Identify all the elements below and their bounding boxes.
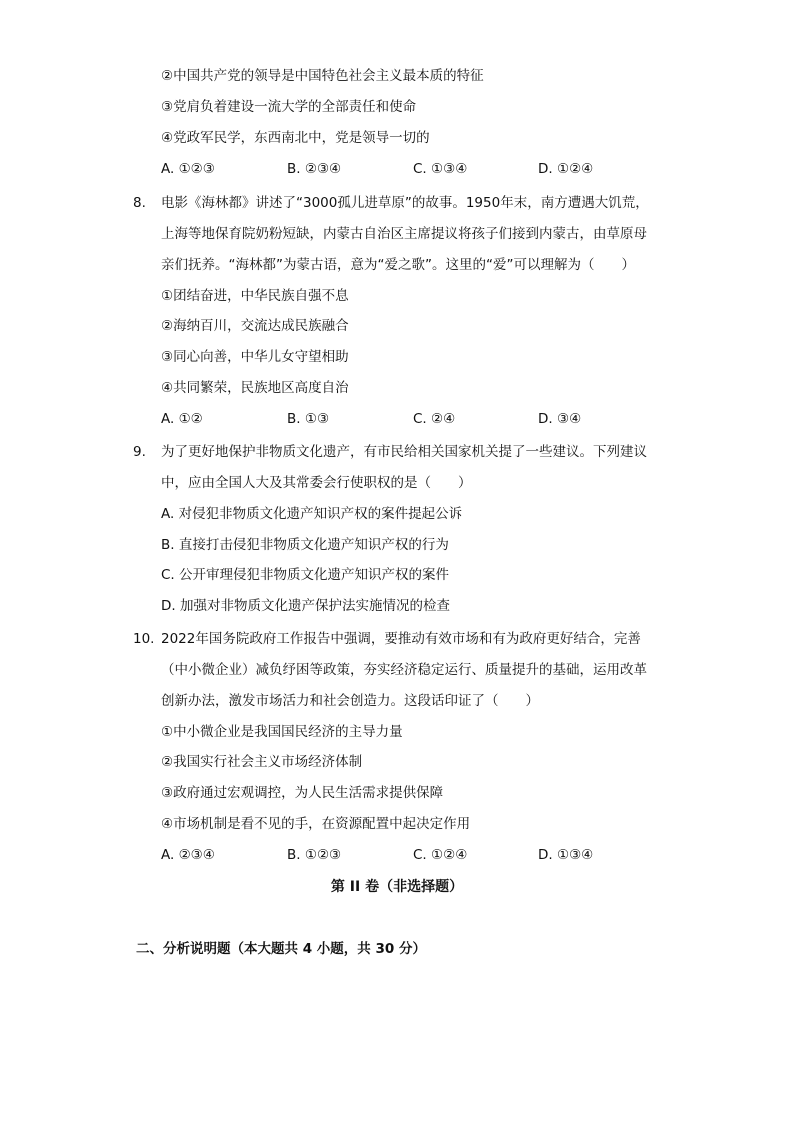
q8-item-1: ①团结奋进，中华民族自强不息 [161,288,349,304]
q8-number: 8. [133,195,146,211]
q9-option-d: D. 加强对非物质文化遗产保护法实施情况的检查 [161,598,450,614]
q10-stem-line-2: （中小微企业）减负纾困等政策，夯实经济稳定运行、质量提升的基础，运用改革 [161,662,647,678]
q8-stem-line-2: 上海等地保育院奶粉短缺，内蒙古自治区主席提议将孩子们接到内蒙古，由草原母 [161,226,647,242]
q9-option-c: C. 公开审理侵犯非物质文化遗产知识产权的案件 [161,567,450,583]
q8-stem-line-1: 电影《海林都》讲述了“3000孤儿进草原”的故事。1950年末，南方遭遇大饥荒， [161,195,649,211]
q8-stem-line-3: 亲们抚养。“海林都”为蒙古语，意为“爱之歌”。这里的“爱”可以理解为（ ） [161,257,635,273]
q8-option-c: C. ②④ [413,411,456,427]
q9-stem-line-2: 中，应由全国人大及其常委会行使职权的是（ ） [161,475,472,491]
q9-stem-line-1: 为了更好地保护非物质文化遗产，有市民给相关国家机关提了一些建议。下列建议 [161,444,647,460]
q10-item-1: ①中小微企业是我国国民经济的主导力量 [161,724,403,740]
q10-stem-line-3: 创新办法，激发市场活力和社会创造力。这段话印证了（ ） [161,693,539,709]
q7-option-c: C. ①③④ [413,161,468,177]
q10-options [161,845,681,865]
q7-item-4: ④党政军民学，东西南北中，党是领导一切的 [161,130,430,146]
q9-number: 9. [133,444,146,460]
q10-item-4: ④市场机制是看不见的手，在资源配置中起决定作用 [161,816,471,832]
q9-option-a: A. 对侵犯非物质文化遗产知识产权的案件提起公诉 [161,506,463,522]
q10-option-c: C. ①②④ [413,847,468,863]
q8-option-b: B. ①③ [287,411,330,427]
q9-option-b: B. 直接打击侵犯非物质文化遗产知识产权的行为 [161,537,449,553]
section-2-title: 第 II 卷（非选择题） [330,879,464,895]
q10-option-d: D. ①③④ [538,847,594,863]
q7-item-3: ③党肩负着建设一流大学的全部责任和使命 [161,99,417,115]
q10-item-3: ③政府通过宏观调控，为人民生活需求提供保障 [161,785,444,801]
q8-option-d: D. ③④ [538,411,582,427]
q7-option-b: B. ②③④ [287,161,342,177]
q8-item-3: ③同心向善，中华儿女守望相助 [161,349,349,365]
q8-item-4: ④共同繁荣，民族地区高度自治 [161,380,349,396]
q8-option-a: A. ①② [161,411,203,427]
part-2-heading: 二、分析说明题（本大题共 4 小题，共 30 分） [136,941,426,957]
q7-option-a: A. ①②③ [161,161,215,177]
q10-option-b: B. ①②③ [287,847,342,863]
q10-item-2: ②我国实行社会主义市场经济体制 [161,754,363,770]
q8-item-2: ②海纳百川，交流达成民族融合 [161,318,349,334]
q8-options [161,409,681,429]
q10-number: 10. [133,631,155,647]
q7-option-d: D. ①②④ [538,161,594,177]
q10-option-a: A. ②③④ [161,847,215,863]
q10-stem-line-1: 2022年国务院政府工作报告中强调，要推动有效市场和有为政府更好结合，完善 [161,631,641,647]
q7-options [161,159,681,179]
q7-item-2: ②中国共产党的领导是中国特色社会主义最本质的特征 [161,68,484,84]
